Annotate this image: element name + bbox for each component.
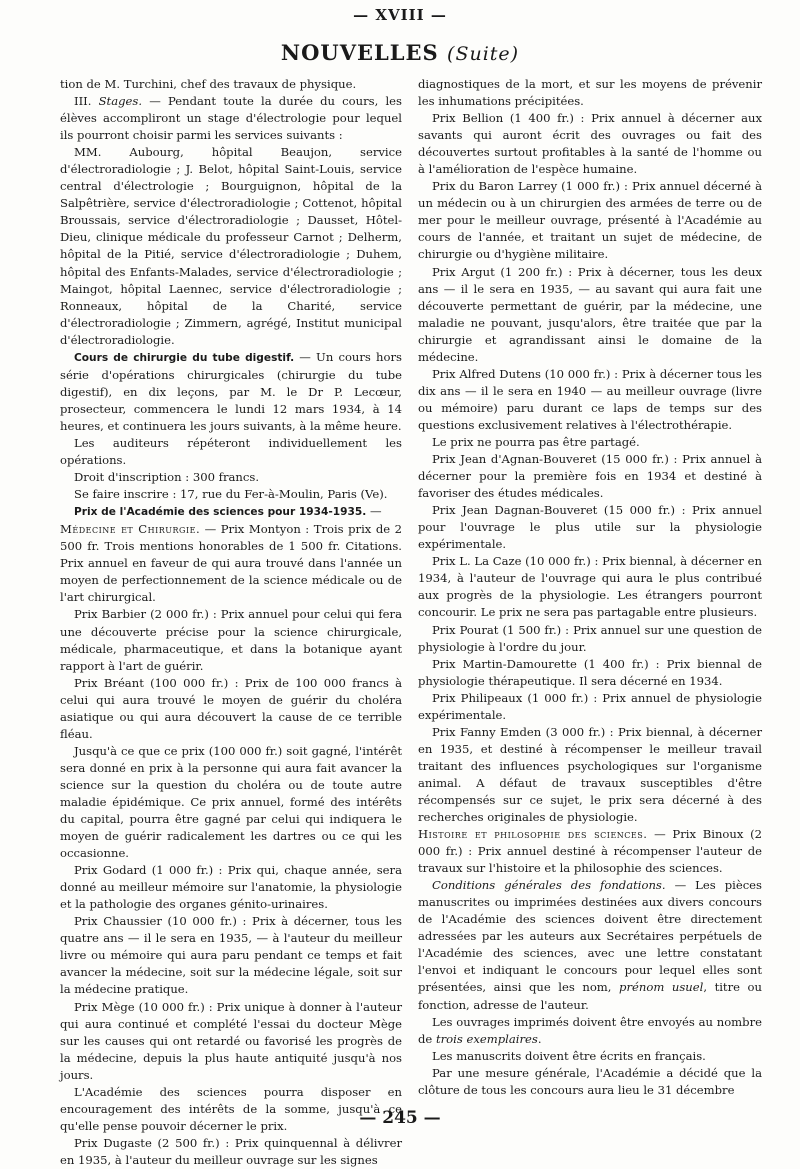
page-number-bottom: — 245 — [359, 1108, 441, 1128]
paragraph: Prix Martin-Damourette (1 400 fr.) : Prix biennal de physiologie thérapeutique. Il sera décerné en 1934. [418, 656, 762, 688]
paragraph: tion de M. Turchini, chef des travaux de physique. [60, 77, 357, 91]
paragraph: Les ouvrages imprimés doivent être envoyés au nombre de trois exemplaires. [418, 1014, 762, 1046]
paragraph-conditions: Conditions générales des fondations. — Les pièces manuscrites ou imprimées destinées aux divers concours de l'Académie des sciences doivent être directement adressées par les auteurs aux Secrétaires perpétuels de l'Académie des sciences, avec une lettre constatant l'envoi et indiquant le concours pour lequel elles sont présentées, ainsi que les nom, prénom usuel, titre ou fonction, adresse de l'auteur. [418, 878, 763, 1012]
conditions-heading: Conditions générales des fondations. [432, 878, 666, 893]
paragraph: Se faire inscrire : 17, rue du Fer-à-Moulin, Paris (Ve). [74, 487, 388, 502]
paragraph: Jusqu'à ce que ce prix (100 000 fr.) soit gagné, l'intérêt sera donné en prix à la personne qui aura fait avancer la science sur la question du choléra ou de toute autre maladie épidémique. Ce prix annuel, formé des intérêts du capital, pourra être gagné par celui qui indiquera le moyen de guérir radicalement les dartres ou ce qui les occasionne. [60, 743, 402, 861]
paragraph-cours-chirurgie: Cours de chirurgie du tube digestif. — Un cours hors série d'opérations chirurgicales (chirurgie du tube digestif), en dix leçons, par M. le Dr P. Lecœur, prosecteur, commencera le lundi 12 mars 1934, à 14 heures, et continuera les jours suivants, à la même heure. [60, 349, 402, 433]
paragraph: Prix L. La Caze (10 000 fr.) : Prix biennal, à décerner en 1934, à l'auteur de l'ouvrage qui aura le plus contribué aux progrès de la physiologie. Les étrangers pourront concourir. Le prix ne sera pas partagable entre plusieurs. [418, 554, 762, 620]
paragraph: Prix Philipeaux (1 000 fr.) : Prix annuel de physiologie expérimentale. [418, 690, 762, 722]
paragraph: Prix Bellion (1 400 fr.) : Prix annuel à décerner aux savants qui auront écrit des ouvrages ou fait des découvertes surtout profitables à la santé de l'homme ou à l'amélioration de l'espèce humaine. [418, 111, 762, 177]
medecine-chirurgie-heading: Médecine et Chirurgie. [60, 522, 201, 537]
paragraph: diagnostiques de la mort, et sur les moyens de prévenir les inhumations précipitées. [418, 77, 762, 109]
paragraph-prix-academie: Prix de l'Académie des sciences pour 1934-1935. — [74, 504, 382, 519]
paragraph-histoire: Histoire et philosophie des sciences. — Prix Binoux (2 000 fr.) : Prix annuel destiné à récompenser l'auteur de travaux sur l'histoire et la philosophie des sciences. [418, 827, 762, 876]
paragraph: Droit d'inscription : 300 francs. [74, 470, 260, 485]
paragraph: Prix Godard (1 000 fr.) : Prix qui, chaque année, sera donné au meilleur mémoire sur l'anatomie, la physiologie et la pathologie des organes génito-urinaires. [60, 863, 402, 912]
right-column [418, 76, 762, 1099]
page-header [0, 40, 800, 65]
paragraph: Les manuscrits doivent être écrits en français. [432, 1048, 706, 1063]
paragraph: Par une mesure générale, l'Académie a décidé que la clôture de tous les concours aura lieu le 31 décembre [418, 1065, 762, 1097]
stages-label: Stages. [98, 94, 143, 109]
paragraph: Prix Fanny Emden (3 000 fr.) : Prix biennal, à décerner en 1935, et destiné à récompenser le meilleur travail traitant des influences psychologiques sur l'organisme animal. A défaut de travaux susceptibles d'être récompensés sur ce sujet, le prix sera décerné à des recherches originales de physiologie. [418, 724, 762, 825]
paragraph: Prix Mège (10 000 fr.) : Prix unique à donner à l'auteur qui aura continué et complété l'essai du docteur Mège sur les causes qui ont retardé ou favorisé les progrès de la médecine, depuis la plus haute antiquité jusqu'à nos jours. [60, 999, 402, 1082]
paragraph: Prix Pourat (1 500 fr.) : Prix annuel sur une question de physiologie à l'ordre du jour. [418, 622, 762, 654]
paragraph: Prix Dugaste (2 500 fr.) : Prix quinquennal à délivrer en 1935, à l'auteur du meilleur ouvrage sur les signes [60, 1135, 402, 1167]
paragraph: Prix Argut (1 200 fr.) : Prix à décerner, tous les deux ans — il le sera en 1935, — au savant qui aura fait une découverte permettant de guérir, par la médecine, une maladie ne pouvant, jusqu'alors, être traitée que par la chirurgie et agrandissant ainsi le domaine de la médecine. [418, 264, 762, 364]
paragraph: Prix Alfred Dutens (10 000 fr.) : Prix à décerner tous les dix ans — il le sera en 1940 — au meilleur ouvrage (livre ou mémoire) paru durant ce laps de temps sur des questions exclusivement relatives à l'électrothérapie. [418, 366, 762, 432]
paragraph-medecine: Médecine et Chirurgie. — Prix Montyon : Trois prix de 2 500 fr. Trois mentions honorables de 1 500 fr. Citations. Prix annuel en faveur de qui aura trouvé dans l'année un moyen de perfectionnement de la science médicale ou de l'art chirurgical. [60, 522, 402, 605]
cours-chirurgie-title: Cours de chirurgie du tube digestif. [74, 351, 295, 364]
paragraph: Prix Chaussier (10 000 fr.) : Prix à décerner, tous les quatre ans — il le sera en 1935, — à l'auteur du meilleur livre ou mémoire qui aura paru pendant ce temps et fait avancer la médecine, soit sur la médecine légale, soit sur la médecine pratique. [60, 914, 402, 997]
histoire-heading: Histoire et philosophie des sciences. [418, 827, 648, 842]
paragraph: Prix Jean Dagnan-Bouveret (15 000 fr.) : Prix annuel pour l'ouvrage le plus utile sur la physiologie expérimentale. [418, 503, 762, 552]
paragraph: Les auditeurs répéteront individuellement les opérations. [60, 435, 402, 468]
prix-academie-title: Prix de l'Académie des sciences pour 1934-1935. [74, 506, 367, 519]
header-title: NOUVELLES [280, 40, 439, 65]
paragraph: Prix Bréant (100 000 fr.) : Prix de 100 000 francs à celui qui aura trouvé le moyen de guérir du choléra asiatique ou qui aura découvert la cause de ce terrible fléau. [60, 675, 402, 741]
paragraph-services: MM. Aubourg, hôpital Beaujon, service d'électroradiologie ; J. Belot, hôpital Saint-Louis, service central d'électrologie ; Bourguignon, hôpital de la Salpêtrière, service d'électroradiologie ; Cottenot, hôpital Broussais, service d'électroradiologie ; Dausset, Hôtel-Dieu, clinique médicale du professeur Carnot ; Delherm, hôpital de la Pitié, service d'électroradiologie ; Duhem, hôpital des Enfants-Malades, service d'électroradiologie ; Maingot, hôpital Laennec, service d'électroradiologie ; Ronneaux, hôpital de la Charité, service d'électroradiologie ; Zimmern, agrégé, Institut municipal d'électroradiologie. [60, 145, 402, 347]
paragraph: Prix du Baron Larrey (1 000 fr.) : Prix annuel décerné à un médecin ou à un chirurgien des armées de terre ou de mer pour le meilleur ouvrage, présenté à l'Académie au cours de l'année, et traitant un sujet de médecine, de chirurgie ou d'hygiène militaire. [418, 179, 762, 262]
left-column [60, 76, 402, 1169]
page-number-top: — XVIII — [353, 6, 447, 24]
paragraph: Le prix ne pourra pas être partagé. [432, 434, 640, 449]
paragraph-stages: III. Stages. — Pendant toute la durée du cours, les élèves accompliront un stage d'électrologie pour lequel ils pourront choisir parmi les services suivants : [60, 94, 402, 143]
header-suite: (Suite) [447, 43, 520, 65]
paragraph: L'Académie des sciences pourra disposer en encouragement des intérêts de la somme, jusqu'à ce qu'elle pense pouvoir décerner le prix. [60, 1084, 402, 1133]
paragraph: Prix Jean d'Agnan-Bouveret (15 000 fr.) : Prix annuel à décerner pour la première fois en 1934 et destiné à favoriser des études médicales. [418, 452, 762, 501]
paragraph: Prix Barbier (2 000 fr.) : Prix annuel pour celui qui fera une découverte précise pour la science chirurgicale, médicale, pharmaceutique, et dans la botanique ayant rapport à l'art de guérir. [60, 607, 402, 673]
